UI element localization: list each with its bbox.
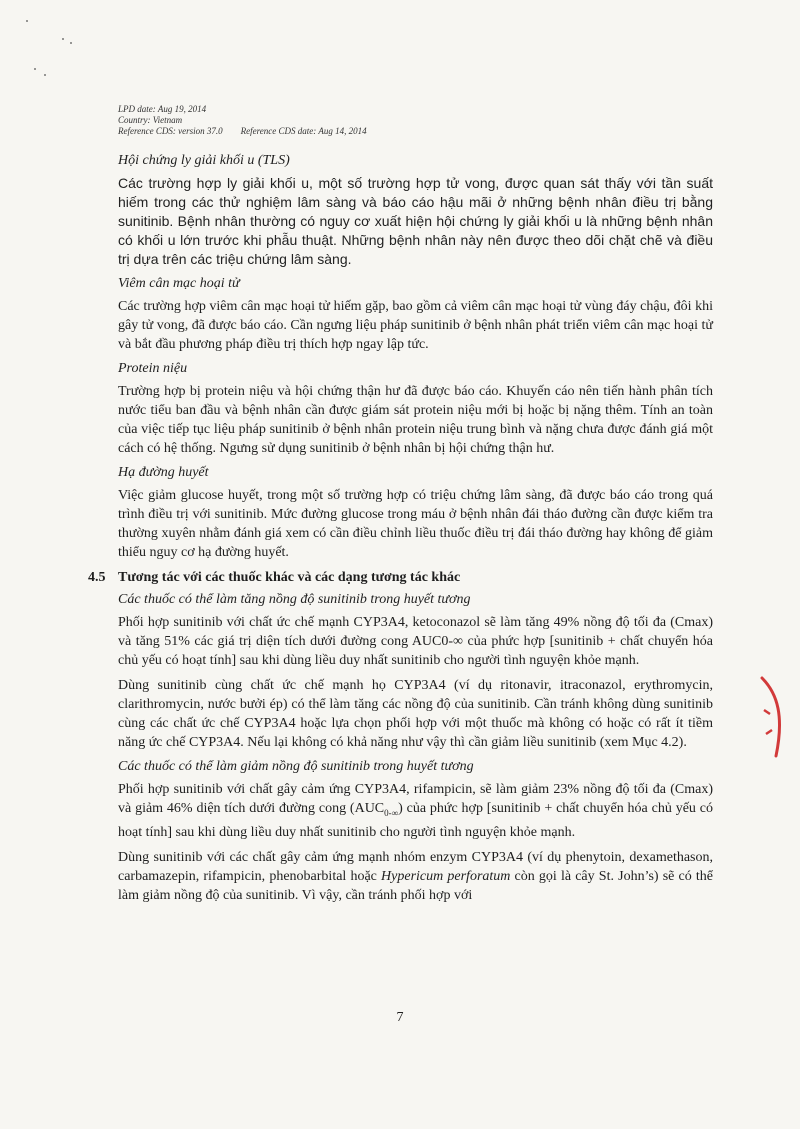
main-content [88,152,714,911]
document-meta [118,104,367,137]
section-4-5-heading [88,568,713,587]
scan-specks [24,18,94,88]
proteinuria-heading: Protein niệu [118,361,188,376]
decrease-heading: Các thuốc có thể làm giảm nồng độ sunitinib trong huyết tương [118,759,474,774]
page-number: 7 [396,1010,404,1025]
necrotizing-heading: Viêm cân mạc hoại tử [118,276,240,291]
increase-paragraph-2: Dùng sunitinib cùng chất ức chế mạnh họ CYP3A4 (ví dụ ritonavir, itraconazol, erythromycin, clarithromycin, nước bưởi ép) có thể làm tăng các nồng độ của sunitinib. Cần tránh không dùng sunitinib cùng các chất ức chế CYP3A4 hoặc lựa chọn phối hợp với một thuốc mà không có hoặc có rất ít tiềm năng ức chế CYP3A4. Nếu lại không có khả năng như vậy thì cần giảm liều sunitinib (xem Mục 4.2). [118,678,713,750]
tls-heading: Hội chứng ly giải khối u (TLS) [118,153,290,168]
reference-cds-date: Reference CDS date: Aug 14, 2014 [240,126,367,136]
decrease-paragraph-1: Phối hợp sunitinib với chất gây cảm ứng CYP3A4, rifampicin, sẽ làm giảm 23% nồng độ tối đa (Cmax) và giảm 46% diện tích dưới đường cong $(AUC_{0-\infty})$ của phức hợp [sunitinib + chất chuyển hóa chủ yếu có hoạt tính] sau khi dùng liều duy nhất sunitinib cho người tình nguyện khỏe mạnh. [118,782,713,840]
section-title: Tương tác với các thuốc khác và các dạng tương tác khác [118,570,461,585]
increase-heading: Các thuốc có thể làm tăng nồng độ sunitinib trong huyết tương [118,592,471,607]
section-number: 4.5 [88,570,106,585]
hypoglycemia-paragraph: Việc giảm glucose huyết, trong một số trường hợp có triệu chứng lâm sàng, đã được báo cáo trong quá trình điều trị với sunitinib. Mức đường glucose trong máu ở bệnh nhân đái tháo đường cần được kiểm tra thường xuyên nhằm đánh giá xem có cần điều chỉnh liều thuốc điều trị đái tháo đường hay không để giảm thiểu nguy cơ hạ đường huyết. [118,488,713,560]
decrease-paragraph-2: Dùng sunitinib với các chất gây cảm ứng mạnh nhóm enzym CYP3A4 (ví dụ phenytoin, dexamethason, carbamazepin, rifampicin, phenobarbital hoặc Hypericum perforatum còn gọi là cây St. John’s) sẽ có thể làm giảm nồng độ của sunitinib. Vì vậy, cần tránh phối hợp với [118,849,714,903]
proteinuria-paragraph: Trường hợp bị protein niệu và hội chứng thận hư đã được báo cáo. Khuyến cáo nên tiến hành phân tích nước tiểu ban đầu và bệnh nhân cần được giám sát protein niệu mới bị hoặc bị nặng thêm. Tính an toàn của việc tiếp tục liệu pháp sunitinib ở bệnh nhân protein niệu trung bình và nặng chưa được đánh giá một cách có hệ thống. Ngưng sử dụng sunitinib ở bệnh nhân bị hội chứng thận hư. [118,384,713,456]
red-stamp-mark [752,672,792,762]
increase-paragraph-1: Phối hợp sunitinib với chất ức chế mạnh CYP3A4, ketoconazol sẽ làm tăng 49% nồng độ tối đa (Cmax) và tăng 51% các giá trị diện tích dưới đường cong AUC0-∞ của phức hợp [sunitinib + chất chuyển hóa chủ yếu có hoạt tính] sau khi dùng liều duy nhất sunitinib cho người tình nguyện khỏe mạnh. [118,615,713,668]
necrotizing-paragraph: Các trường hợp viêm cân mạc hoại tử hiếm gặp, bao gồm cả viêm cân mạc hoại tử vùng đáy chậu, đôi khi gây tử vong, đã được báo cáo. Cần ngưng liệu pháp sunitinib ở bệnh nhân phát triển viêm cân mạc hoại tử và bắt đầu phương pháp điều trị thích hợp ngay lập tức. [118,299,713,352]
hypoglycemia-heading: Hạ đường huyết [118,465,209,480]
tls-paragraph: Các trường hợp ly giải khối u, một số trường hợp tử vong, được quan sát thấy với tần suất hiếm trong các thử nghiệm lâm sàng và báo cáo hậu mãi ở những bệnh nhân điều trị bằng sunitinib. Bệnh nhân thường có nguy cơ xuất hiện hội chứng ly giải khối u là những bệnh nhân có khối u lớn trước khi phẫu thuật. Những bệnh nhân này nên được theo dõi chặt chẽ và điều trị dựa trên các triệu chứng lâm sàng. [118,175,713,267]
lpd-date: LPD date: Aug 19, 2014 [118,104,207,114]
reference-cds: Reference CDS: version 37.0 [118,126,223,136]
country: Country: Vietnam [118,115,183,125]
